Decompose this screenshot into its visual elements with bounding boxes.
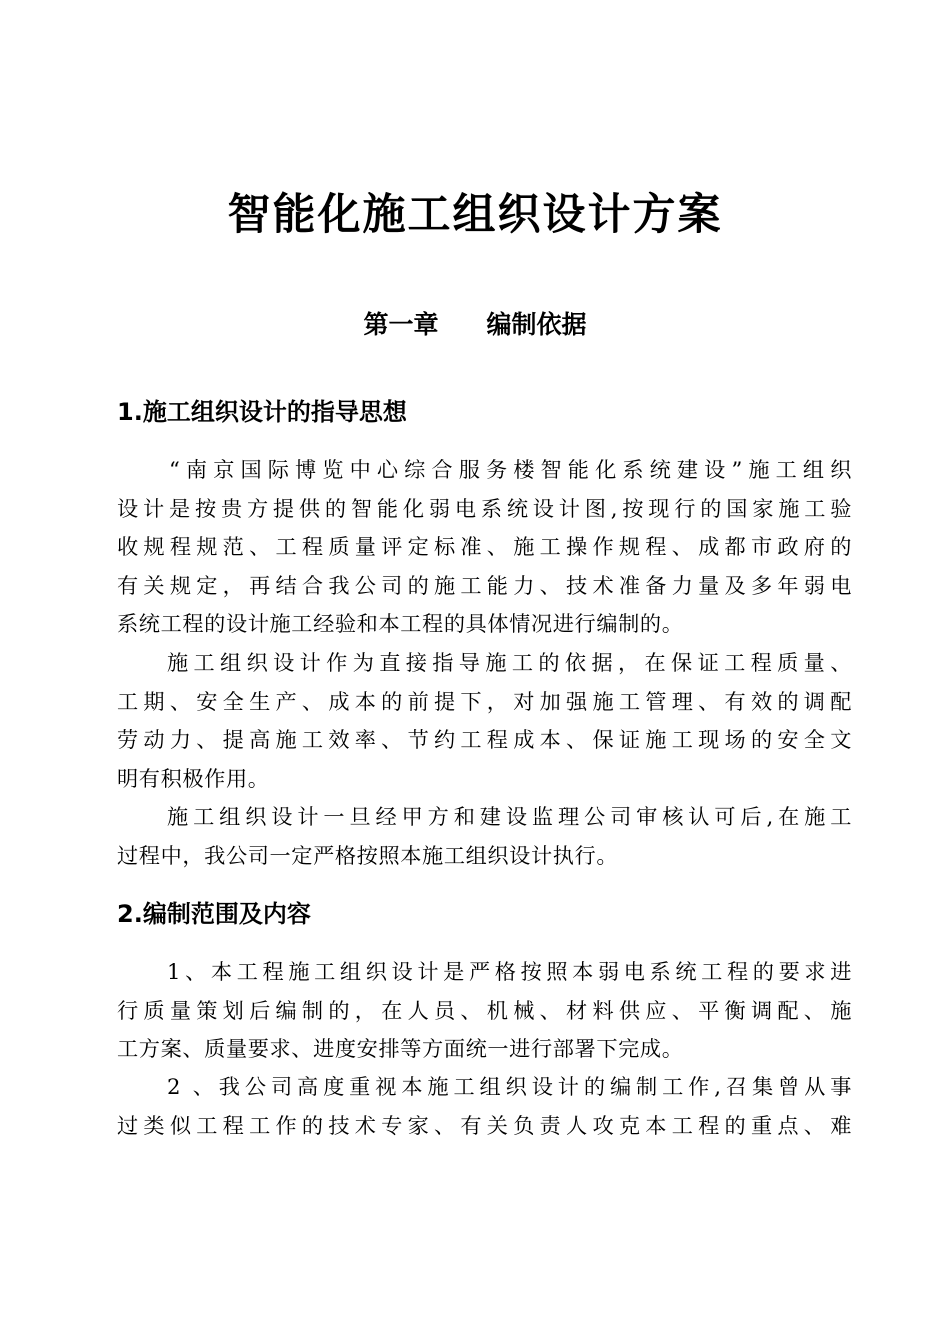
paragraph-line: 施工组织设计一旦经甲方和建设监理公司审核认可后,在施工 <box>167 804 852 829</box>
paragraph-line: 系统工程的设计施工经验和本工程的具体情况进行编制的。 <box>117 611 684 637</box>
chapter-title <box>0 305 950 345</box>
paragraph-line: “南京国际博览中心综合服务楼智能化系统建设”施工组织 <box>169 457 852 482</box>
document-title: 智能化施工组织设计方案 <box>227 190 723 240</box>
section-heading-2: 2.编制范围及内容 <box>117 900 311 928</box>
paragraph-2-1 <box>117 953 852 1069</box>
paragraph-1-3 <box>117 798 852 875</box>
paragraph-line: 过程中，我公司一定严格按照本施工组织设计执行。 <box>117 842 619 868</box>
section-heading-1: 1.施工组织设计的指导思想 <box>117 398 407 426</box>
paragraph-line: 过类似工程工作的技术专家、有关负责人攻克本工程的重点、难 <box>117 1112 852 1138</box>
paragraph-line: 行质量策划后编制的，在人员、机械、材料供应、平衡调配、施 <box>117 997 852 1023</box>
paragraph-line: 劳动力、提高施工效率、节约工程成本、保证施工现场的安全文 <box>117 727 852 753</box>
chapter-number: 第一章 <box>363 310 439 339</box>
paragraph-1-2 <box>117 644 852 798</box>
paragraph-line: 设计是按贵方提供的智能化弱电系统设计图,按现行的国家施工验 <box>117 495 852 521</box>
chapter-name: 编制依据 <box>486 310 587 339</box>
paragraph-line: 明有积极作用。 <box>117 765 270 791</box>
paragraph-line: 有关规定，再结合我公司的施工能力、技术准备力量及多年弱电 <box>117 572 852 598</box>
paragraph-line: 收规程规范、工程质量评定标准、施工操作规程、成都市政府的 <box>117 534 852 560</box>
paragraph-1-1 <box>117 451 852 644</box>
paragraph-line: 2 、我公司高度重视本施工组织设计的编制工作,召集曾从事 <box>167 1074 852 1099</box>
paragraph-line: 工期、安全生产、成本的前提下，对加强施工管理、有效的调配 <box>117 688 852 714</box>
paragraph-2-2 <box>117 1068 852 1145</box>
paragraph-line: 工方案、质量要求、进度安排等方面统一进行部署下完成。 <box>117 1036 684 1062</box>
paragraph-line: 1、本工程施工组织设计是严格按照本弱电系统工程的要求进 <box>167 959 852 984</box>
paragraph-line: 施工组织设计作为直接指导施工的依据，在保证工程质量、 <box>167 650 852 675</box>
